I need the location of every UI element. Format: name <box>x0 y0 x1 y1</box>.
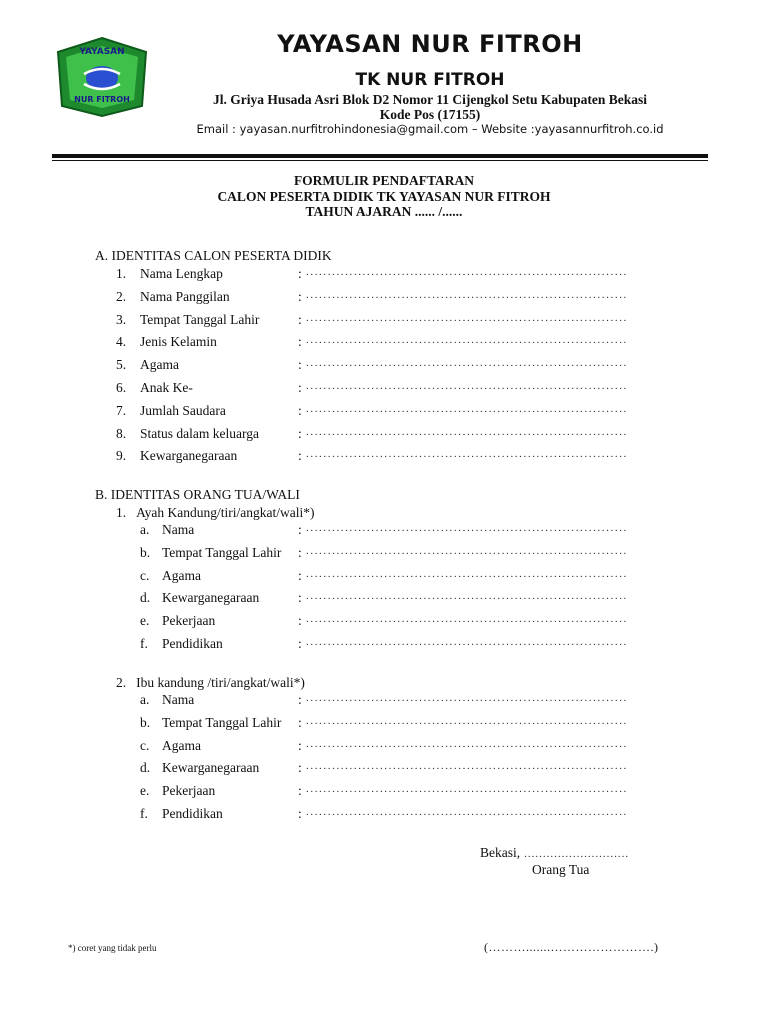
field-colon: : <box>298 544 302 560</box>
mother-heading <box>116 675 305 691</box>
fill-in-field[interactable]: .......................................................................... <box>306 402 628 415</box>
field-colon: : <box>298 334 302 350</box>
item-number: 1. <box>116 266 127 281</box>
section-a-heading: A. IDENTITAS CALON PESERTA DIDIK <box>95 248 332 263</box>
school-name: TK NUR FITROH <box>355 70 505 90</box>
field-colon: : <box>298 590 302 606</box>
field-colon: : <box>298 380 302 395</box>
field-label: Agama <box>162 567 201 583</box>
field-label: Kewarganegaraan <box>162 760 260 776</box>
field-label: Jenis Kelamin <box>140 334 217 350</box>
logo-text-bottom: NUR FITROH <box>74 95 130 104</box>
field-label: Tempat Tanggal Lahir <box>162 714 282 730</box>
field-colon: : <box>298 636 302 651</box>
field-colon: : <box>298 737 302 753</box>
signature-date-field[interactable]: ............................ <box>524 848 630 860</box>
fill-in-field[interactable]: .......................................................................... <box>306 714 628 727</box>
fill-in-field[interactable]: .......................................................................... <box>306 737 628 750</box>
field-colon: : <box>298 760 302 776</box>
item-letter: d. <box>140 760 151 776</box>
fill-in-field[interactable]: .......................................................................... <box>306 783 628 796</box>
signature-line[interactable]: (……….......…………………….) <box>484 940 659 954</box>
fill-in-field[interactable]: .......................................................................... <box>306 425 628 438</box>
fill-in-field[interactable]: .......................................................................... <box>306 334 628 347</box>
field-label: Tempat Tanggal Lahir <box>140 311 260 327</box>
fill-in-field[interactable]: .......................................................................... <box>306 567 628 580</box>
item-number: 9. <box>116 448 127 464</box>
header-divider-thick <box>52 154 708 158</box>
item-letter: f. <box>140 806 148 821</box>
fill-in-field[interactable]: .......................................................................... <box>306 522 628 534</box>
mother-num: 2. <box>116 675 127 690</box>
address-block <box>0 92 768 122</box>
fill-in-field[interactable]: .......................................................................... <box>306 544 628 557</box>
logo-text-top: YAYASAN <box>79 47 125 57</box>
item-letter: e. <box>140 613 150 629</box>
item-number: 6. <box>116 380 127 395</box>
item-letter: e. <box>140 783 150 799</box>
fill-in-field[interactable]: .......................................................................... <box>306 357 628 370</box>
section-b-heading: B. IDENTITAS ORANG TUA/WALI <box>95 487 300 502</box>
field-label: Kewarganegaraan <box>162 590 260 606</box>
fill-in-field[interactable]: .......................................................................... <box>306 760 628 773</box>
contact-line: Email : yayasan.nurfitrohindonesia@gmail.com – Website :yayasannurfitroh.co.id <box>196 122 664 136</box>
signature-city: Bekasi, <box>480 845 521 860</box>
item-number: 8. <box>116 425 127 441</box>
item-number: 7. <box>116 402 127 418</box>
header-divider-thin <box>52 160 708 161</box>
item-letter: f. <box>140 636 148 651</box>
fill-in-field[interactable]: .......................................................................... <box>306 448 628 461</box>
fill-in-field[interactable]: .......................................................................... <box>306 806 628 818</box>
item-letter: b. <box>140 714 151 730</box>
field-colon: : <box>298 806 302 821</box>
signature-role: Orang Tua <box>532 862 590 877</box>
fill-in-field[interactable]: .......................................................................... <box>306 380 628 392</box>
fill-in-field[interactable]: .......................................................................... <box>306 613 628 626</box>
form-title-line-3: TAHUN AJARAN ...... /...... <box>305 204 463 219</box>
field-label: Tempat Tanggal Lahir <box>162 544 282 560</box>
field-colon: : <box>298 783 302 799</box>
field-label: Pendidikan <box>162 806 223 821</box>
field-label: Pekerjaan <box>162 783 216 799</box>
fill-in-field[interactable]: .......................................................................... <box>306 692 628 704</box>
father-heading <box>116 505 314 521</box>
field-label: Agama <box>162 737 201 753</box>
signature-place-date <box>480 845 629 861</box>
item-letter: d. <box>140 590 151 606</box>
form-title-line-1: FORMULIR PENDAFTARAN <box>293 173 475 188</box>
field-colon: : <box>298 567 302 583</box>
field-label: Nama <box>162 692 195 707</box>
address-line: Jl. Griya Husada Asri Blok D2 Nomor 11 Cijengkol Setu Kabupaten Bekasi <box>212 92 648 107</box>
field-colon: : <box>298 288 302 304</box>
field-colon: : <box>298 522 302 537</box>
item-letter: c. <box>140 737 150 753</box>
item-number: 5. <box>116 357 127 373</box>
field-label: Jumlah Saudara <box>140 402 226 418</box>
field-label: Nama <box>162 522 195 537</box>
item-number: 2. <box>116 288 127 304</box>
field-label: Agama <box>140 357 179 373</box>
field-colon: : <box>298 425 302 441</box>
item-letter: a. <box>140 522 150 537</box>
father-title: Ayah Kandung/tiri/angkat/wali*) <box>136 505 315 520</box>
field-label: Kewarganegaraan <box>140 448 238 464</box>
field-colon: : <box>298 266 302 281</box>
field-colon: : <box>298 613 302 629</box>
fill-in-field[interactable]: .......................................................................... <box>306 590 628 603</box>
field-label: Nama Lengkap <box>140 266 223 281</box>
field-label: Status dalam keluarga <box>140 425 259 441</box>
item-number: 3. <box>116 311 127 327</box>
postal-code: Kode Pos (17155) <box>379 107 481 122</box>
field-colon: : <box>298 714 302 730</box>
item-letter: a. <box>140 692 150 707</box>
field-label: Anak Ke- <box>140 380 193 395</box>
fill-in-field[interactable]: .......................................................................... <box>306 288 628 301</box>
form-title <box>0 173 768 220</box>
item-letter: b. <box>140 544 151 560</box>
field-label: Nama Panggilan <box>140 288 230 304</box>
fill-in-field[interactable]: .......................................................................... <box>306 266 628 278</box>
fill-in-field[interactable]: .......................................................................... <box>306 311 628 324</box>
form-title-line-2: CALON PESERTA DIDIK TK YAYASAN NUR FITROH <box>217 188 551 204</box>
field-colon: : <box>298 357 302 373</box>
foundation-name: YAYASAN NUR FITROH <box>277 30 583 58</box>
field-colon: : <box>298 311 302 327</box>
field-colon: : <box>298 402 302 418</box>
field-colon: : <box>298 692 302 707</box>
father-num: 1. <box>116 505 127 520</box>
footnote: *) coret yang tidak perlu <box>68 943 157 953</box>
field-label: Pendidikan <box>162 636 223 651</box>
item-number: 4. <box>116 334 127 350</box>
fill-in-field[interactable]: .......................................................................... <box>306 636 628 648</box>
field-label: Pekerjaan <box>162 613 216 629</box>
mother-title: Ibu kandung /tiri/angkat/wali*) <box>136 675 305 690</box>
item-letter: c. <box>140 567 150 583</box>
field-colon: : <box>298 448 302 464</box>
